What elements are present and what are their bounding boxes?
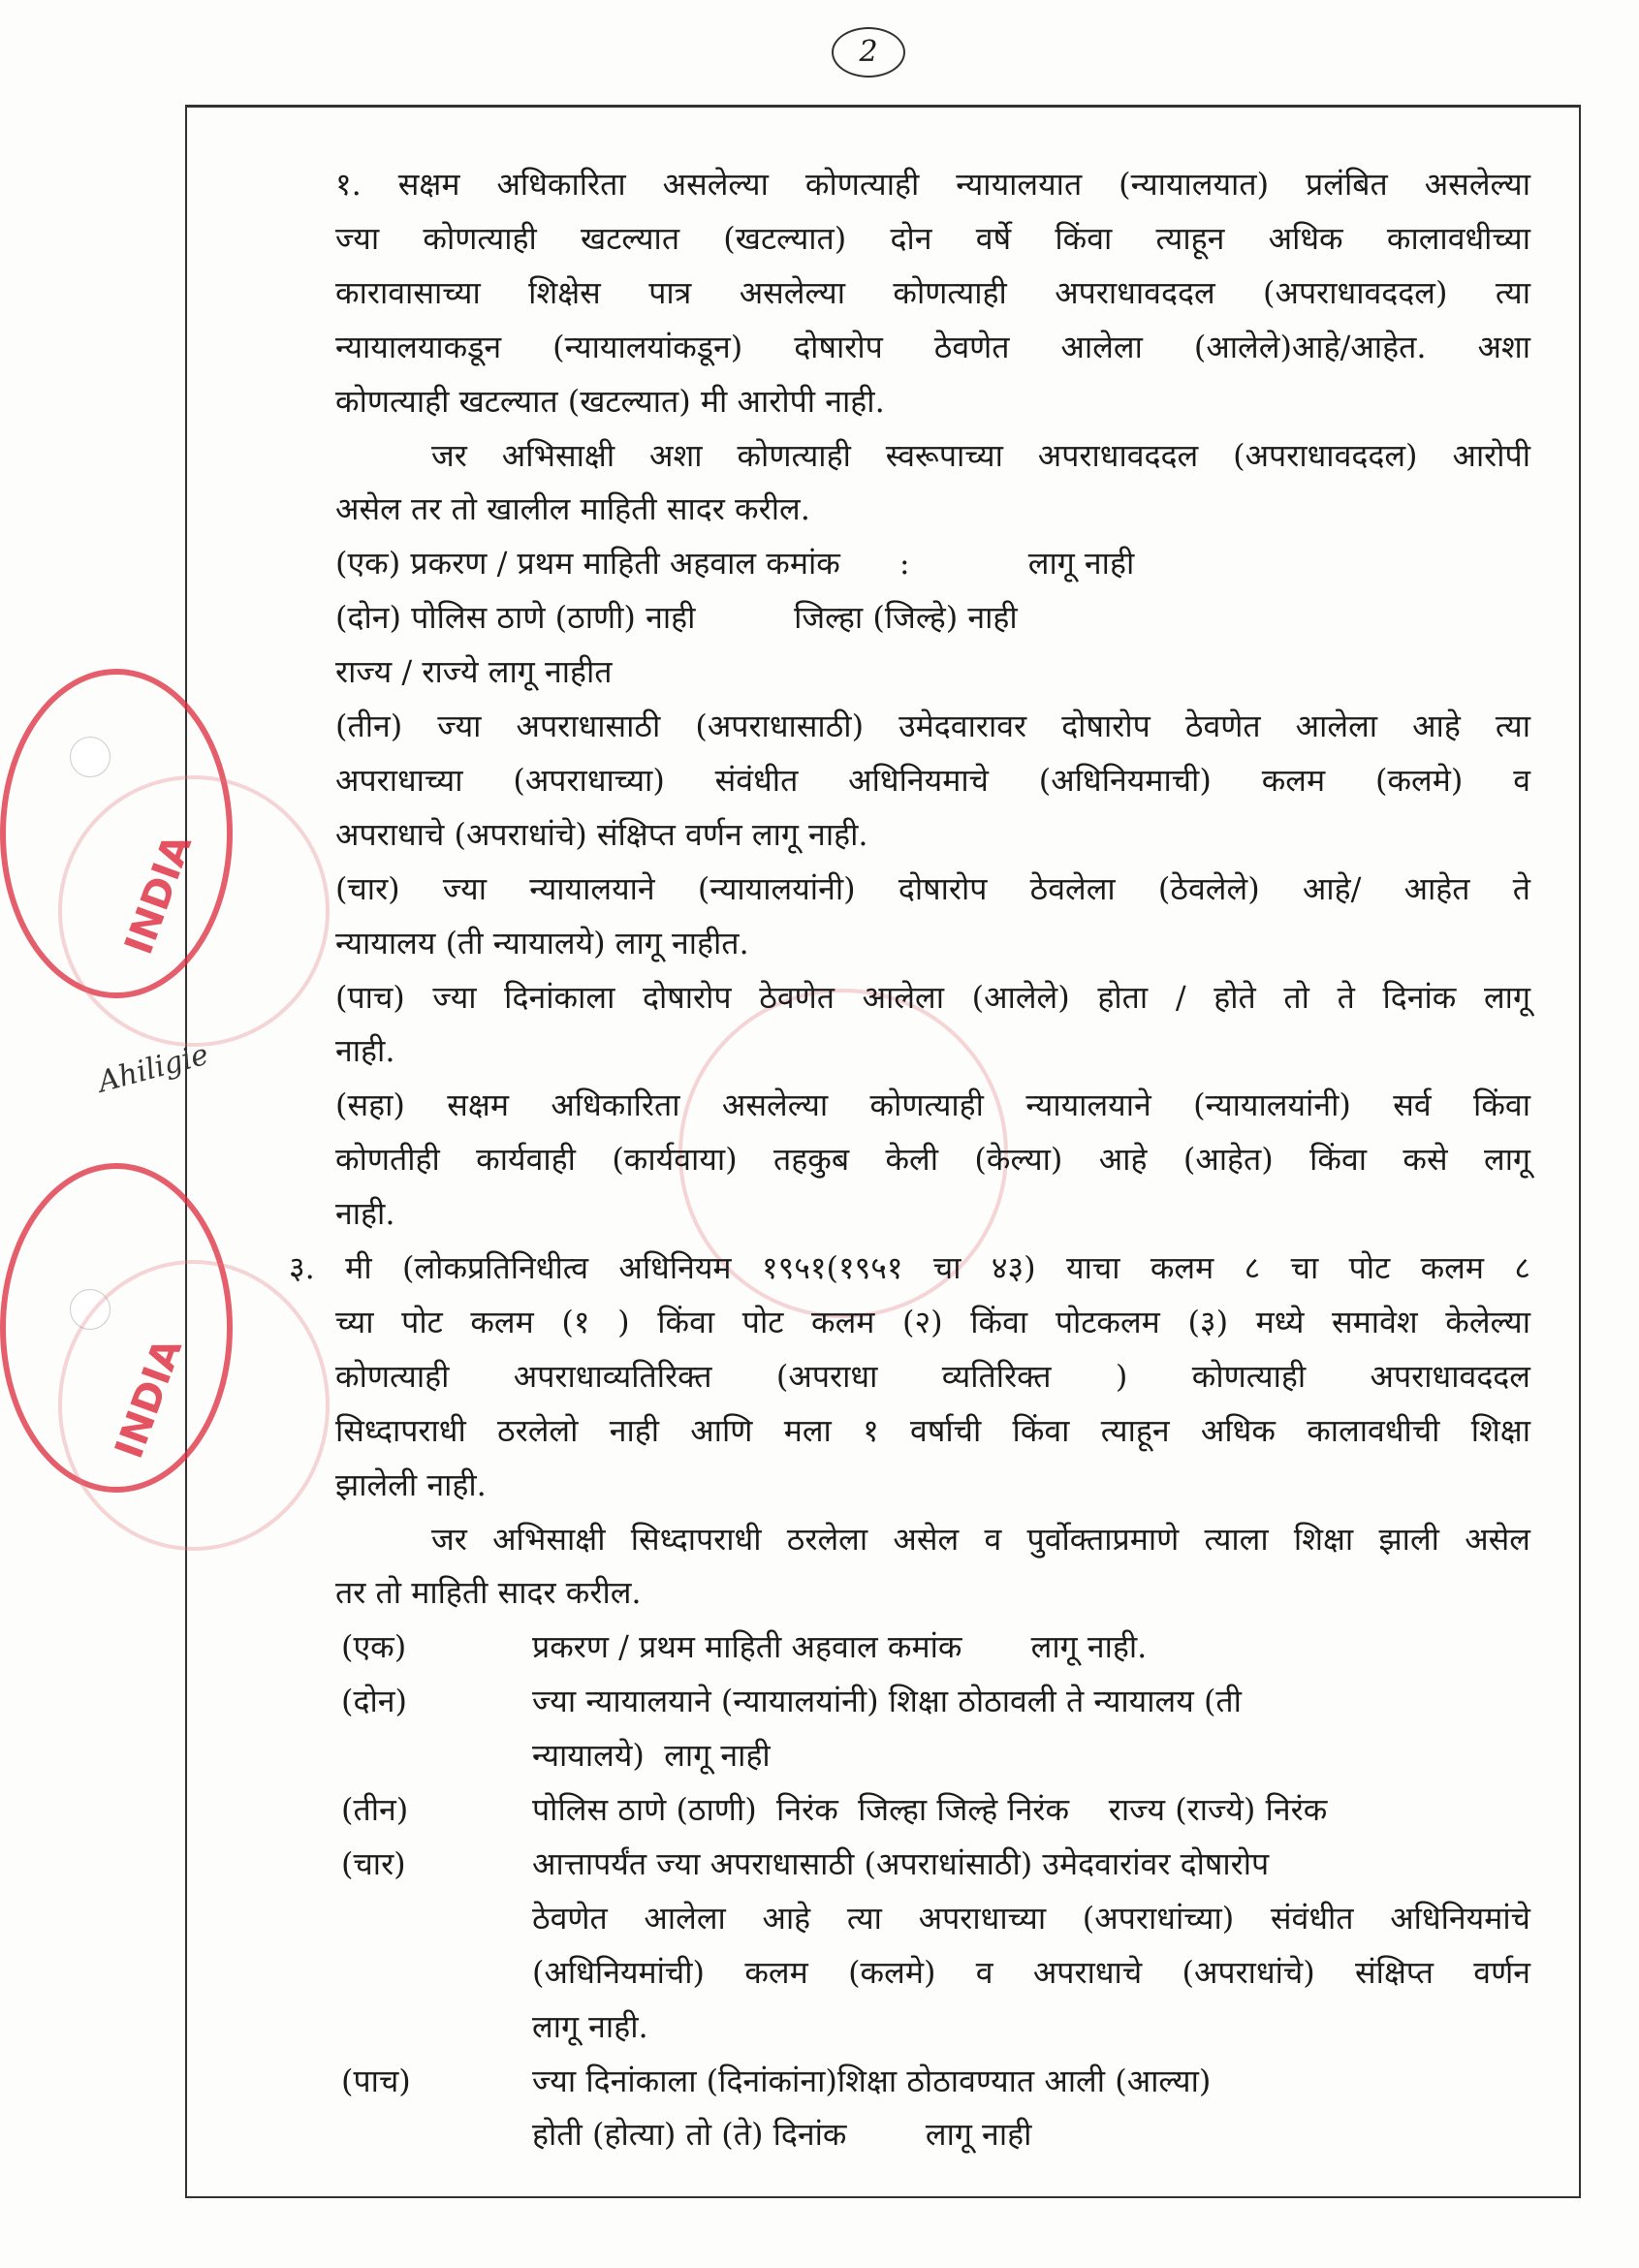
faint-seal-stamp <box>58 1260 330 1551</box>
text-line: अपराधाच्या (अपराधाच्या) संवंधीत अधिनियमाचे (अधिनियमाची) कलम (कलमे) व <box>335 761 1530 799</box>
seal-stamp-text: INDIA <box>107 1333 192 1465</box>
text-line: जर अभिसाक्षी अशा कोणत्याही स्वरूपाच्या अपराधावददल (अपराधावददल) आरोपी <box>431 436 1530 474</box>
text-line: नाही. <box>335 1032 395 1070</box>
text-line: ज्या कोणत्याही खटल्यात (खटल्यात) दोन वर्षे किंवा त्याहून अधिक कालावधीच्या <box>335 219 1530 257</box>
text-line: कारावासाच्या शिक्षेस पात्र असलेल्या कोणत्याही अपराधावददल (अपराधावददल) त्या <box>335 273 1530 311</box>
text-line: कोणत्याही अपराधाव्यतिरिक्त (अपराधा व्यतिरिक्त ) कोणत्याही अपराधावददल <box>335 1357 1530 1395</box>
text-line: न्यायालये) लागू नाही <box>532 1737 771 1775</box>
text-line: कोणत्याही खटल्यात (खटल्यात) मी आरोपी नाही. <box>335 382 885 420</box>
text-line: न्यायालयाकडून (न्यायालयांकडून) दोषारोप ठेवणेत आलेला (आलेले)आहे/आहेत. अशा <box>335 328 1530 365</box>
text-line: ठेवणेत आलेला आहे त्या अपराधाच्या (अपराधांच्या) संवंधीत अधिनियमांचे <box>532 1899 1530 1937</box>
text-line: तर तो माहिती सादर करील. <box>335 1574 642 1612</box>
faint-seal-stamp <box>58 775 330 1047</box>
text-line: कोणतीही कार्यवाही (कार्यवाया) तहकुब केली (केल्या) आहे (आहेत) किंवा कसे लागू <box>335 1141 1530 1179</box>
text-line: ज्या न्यायालयाने (न्यायालयांनी) शिक्षा ठोठावली ते न्यायालय (ती <box>532 1683 1242 1720</box>
text-line: प्रकरण / प्रथम माहिती अहवाल कमांक लागू नाही. <box>532 1628 1148 1666</box>
text-line: न्यायालय (ती न्यायालये) लागू नाहीत. <box>335 924 749 961</box>
page-number: 2 <box>832 27 905 78</box>
text-line: होती (होत्या) तो (ते) दिनांक लागू नाही <box>532 2116 1032 2154</box>
text-line: (एक) प्रकरण / प्रथम माहिती अहवाल कमांक : लागू नाही <box>335 545 1135 583</box>
text-line: राज्य / राज्ये लागू नाहीत <box>335 653 613 691</box>
text-line: (अधिनियमांची) कलम (कलमे) व अपराधाचे (अपराधांचे) संक्षिप्त वर्णन <box>532 1953 1530 1991</box>
text-line: ३. मी (लोकप्रतिनिधीत्व अधिनियम १९५१(१९५१ चा ४३) याचा कलम ८ चा पोट कलम ८ <box>289 1249 1530 1286</box>
seal-stamp-text: INDIA <box>116 829 202 961</box>
text-line: (दोन) पोलिस ठाणे (ठाणी) नाही जिल्हा (जिल्हे) नाही <box>335 599 1018 637</box>
text-line: जर अभिसाक्षी सिध्दापराधी ठरलेला असेल व पुर्वोक्ताप्रमाणे त्याला शिक्षा झाली असेल <box>431 1520 1530 1558</box>
text-line: अपराधाचे (अपराधांचे) संक्षिप्त वर्णन लागू नाही. <box>335 815 868 853</box>
text-line: झालेली नाही. <box>335 1465 487 1503</box>
item-label: (पाच) <box>341 2062 411 2099</box>
text-line: (पाच) ज्या दिनांकाला दोषारोप ठेवणेत आलेला (आलेले) होता / होते तो ते दिनांक लागू <box>335 978 1530 1016</box>
item-label: (तीन) <box>341 1791 409 1828</box>
item-label: (दोन) <box>341 1683 408 1720</box>
text-line: लागू नाही. <box>532 2007 648 2045</box>
item-label: (चार) <box>341 1844 406 1882</box>
text-line: ज्या दिनांकाला (दिनांकांना)शिक्षा ठोठावण्यात आली (आल्या) <box>532 2062 1212 2099</box>
text-line: असेल तर तो खालील माहिती सादर करील. <box>335 490 810 528</box>
item-label: (एक) <box>341 1628 407 1666</box>
text-line: १. सक्षम अधिकारिता असलेल्या कोणत्याही न्यायालयात (न्यायालयात) प्रलंबित असलेल्या <box>335 166 1530 203</box>
text-line: सिध्दापराधी ठरलेलो नाही आणि मला १ वर्षाची किंवा त्याहून अधिक कालावधीची शिक्षा <box>335 1411 1530 1449</box>
text-line: नाही. <box>335 1195 395 1233</box>
text-line: (चार) ज्या न्यायालयाने (न्यायालयांनी) दोषारोप ठेवलेला (ठेवलेले) आहे/ आहेत ते <box>335 869 1530 907</box>
text-line: पोलिस ठाणे (ठाणी) निरंक जिल्हा जिल्हे निरंक राज्य (राज्ये) निरंक <box>532 1791 1328 1828</box>
text-line: (सहा) सक्षम अधिकारिता असलेल्या कोणत्याही न्यायालयाने (न्यायालयांनी) सर्व किंवा <box>335 1087 1530 1124</box>
text-line: (तीन) ज्या अपराधासाठी (अपराधासाठी) उमेदवारावर दोषारोप ठेवणेत आलेला आहे त्या <box>335 708 1530 744</box>
text-line: च्या पोट कलम (१ ) किंवा पोट कलम (२) किंवा पोटकलम (३) मध्ये समावेश केलेल्या <box>335 1303 1530 1340</box>
text-line: आत्तापर्यंत ज्या अपराधासाठी (अपराधांसाठी) उमेदवारांवर दोषारोप <box>532 1844 1270 1882</box>
margin-signature: Ahiligie <box>94 1037 212 1100</box>
